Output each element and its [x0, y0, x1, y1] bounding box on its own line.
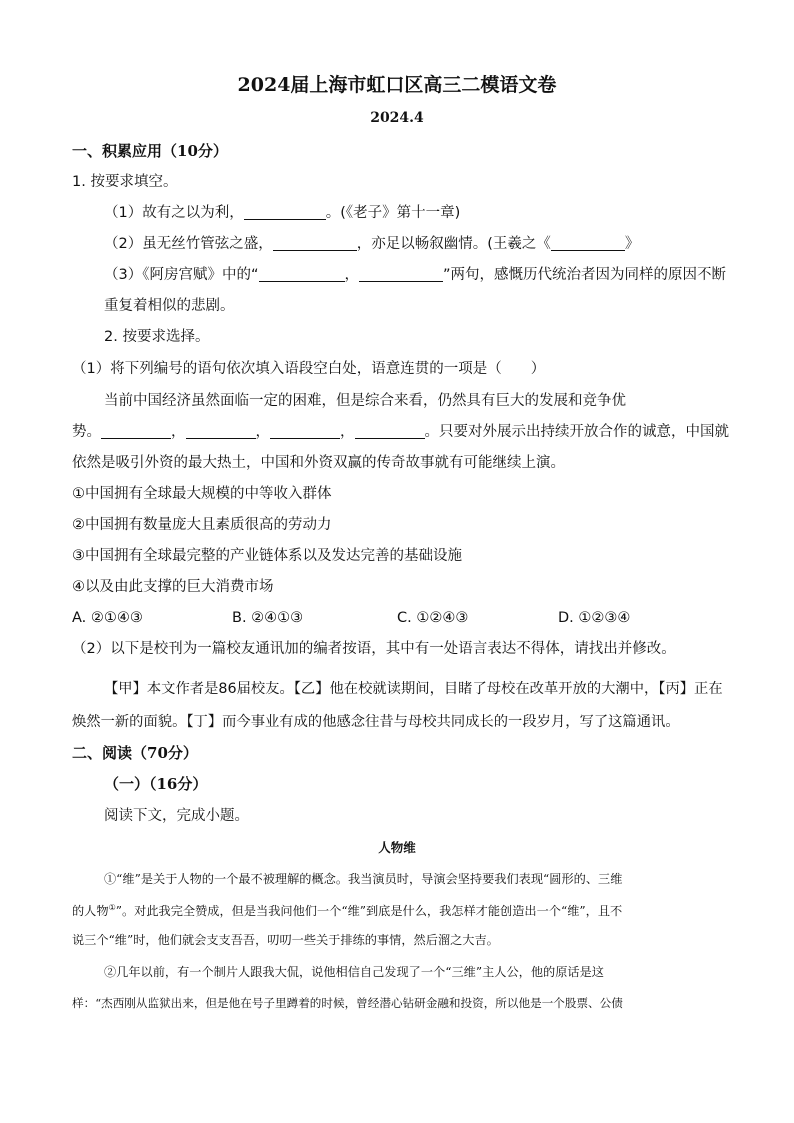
q1-item2: [104, 234, 639, 254]
q1-item1-text: （1）故有之以为利，: [104, 205, 244, 221]
q1-item3: [104, 265, 726, 285]
q1-item3-post: ”两句，感慨历代统治者因为同样的原因不断: [443, 267, 727, 283]
q2-para-line2-end: 。只要对外展示出持续开放合作的诚意，中国就: [424, 424, 729, 440]
editor-note-line1: 【甲】本文作者是86届校友。【乙】他在校就读期间，目睹了母校在改革开放的大潮中，【丙】正在: [104, 681, 723, 697]
exam-title: 2024届上海市虹口区高三二模语文卷: [237, 74, 557, 96]
answer-blank[interactable]: [101, 423, 171, 439]
q2-option-1: ①中国拥有全球最大规模的中等收入群体: [72, 486, 332, 502]
reading-part1-heading: （一）（16分）: [104, 775, 208, 793]
article-p1-line2-end: ”。对此我完全赞成，但是当我问他们一个“维”到底是什么，我怎样才能创造出一个“维”，且不: [115, 904, 623, 918]
answer-blank[interactable]: [270, 423, 340, 439]
answer-blank[interactable]: [244, 204, 326, 220]
article-p1-line3: 说三个“维”时，他们就会支支吾吾，叨叨一些关于排练的事情，然后溜之大吉。: [72, 933, 499, 947]
q2-label: 2. 按要求选择。: [104, 329, 210, 345]
q1-item3-text: （3）《阿房宫赋》中的“: [104, 267, 259, 283]
q2-para-line2-start: 势。: [72, 424, 101, 440]
q1-item2-end: 》: [624, 236, 640, 252]
choice-d[interactable]: D. ①②③④: [558, 610, 631, 626]
q2-option-3: ③中国拥有全球最完整的产业链体系以及发达完善的基础设施: [72, 548, 462, 564]
q1-item2-mid: ，亦足以畅叙幽情。(王羲之《: [356, 236, 551, 252]
q1-label: 1. 按要求填空。: [72, 174, 178, 190]
answer-blank[interactable]: [186, 423, 256, 439]
answer-blank[interactable]: [355, 423, 425, 439]
answer-blank[interactable]: [259, 266, 345, 282]
q2-para-line1: 当前中国经济虽然面临一定的困难，但是综合来看，仍然具有巨大的发展和竞争优: [104, 393, 626, 409]
answer-blank[interactable]: [551, 235, 625, 251]
q1-item1-source: 。(《老子》第十一章): [325, 205, 461, 221]
footnote-marker[interactable]: ①: [108, 903, 116, 912]
section2-heading: 二、阅读（70分）: [72, 744, 198, 762]
q2-para-line3: 依然是吸引外资的最大热土，中国和外资双赢的传奇故事就有可能继续上演。: [72, 455, 565, 471]
q2-option-4: ④以及由此支撑的巨大消费市场: [72, 579, 274, 595]
choice-c[interactable]: C. ①②④③: [397, 610, 469, 626]
answer-blank[interactable]: [273, 235, 357, 251]
article-p1-line1: ①“维”是关于人物的一个最不被理解的概念。我当演员时，导演会坚持要我们表现“圆形的、三维: [104, 872, 623, 886]
q2-sub2: （2）以下是校刊为一篇校友通讯加的编者按语，其中有一处语言表达不得体，请找出并修改。: [72, 641, 676, 657]
answer-blank[interactable]: [359, 266, 443, 282]
q1-item1: [104, 203, 460, 223]
article-title: 人物维: [378, 840, 416, 855]
article-p1-line2-start: 的人物: [72, 904, 109, 918]
article-p2-line1: ②几年以前，有一个制片人跟我大侃，说他相信自己发现了一个“三维”主人公，他的原话是这: [104, 965, 604, 979]
q1-item3-cont: 重复着相似的悲剧。: [104, 298, 235, 314]
q2-para-line2: 势。 ， ， ， 。只要对外展示出持续开放合作的诚意，中国就: [72, 424, 729, 440]
exam-date: 2024.4: [370, 110, 424, 126]
q2-option-2: ②中国拥有数量庞大且素质很高的劳动力: [72, 517, 332, 533]
q2-sub1: （1）将下列编号的语句依次填入语段空白处，语意连贯的一项是（ ）: [72, 361, 546, 377]
q1-item2-text: （2）虽无丝竹管弦之盛，: [104, 236, 273, 252]
q1-item3-sep: ，: [344, 267, 359, 283]
reading-instruction: 阅读下文，完成小题。: [104, 808, 249, 824]
editor-note-line2: 焕然一新的面貌。【丁】而今事业有成的他感念往昔与母校共同成长的一段岁月，写了这篇通讯。: [72, 714, 680, 730]
q2-choices: [72, 608, 732, 628]
section1-heading: 一、积累应用（10分）: [72, 142, 228, 160]
choice-a[interactable]: A. ②①④③: [72, 610, 143, 626]
article-p2-line2: 样：“杰西刚从监狱出来，但是他在号子里蹲着的时候，曾经潜心钻研金融和投资，所以他是一个股票、公债: [72, 996, 623, 1010]
article-p1-line2: [72, 899, 622, 920]
choice-b[interactable]: B. ②④①③: [232, 610, 304, 626]
